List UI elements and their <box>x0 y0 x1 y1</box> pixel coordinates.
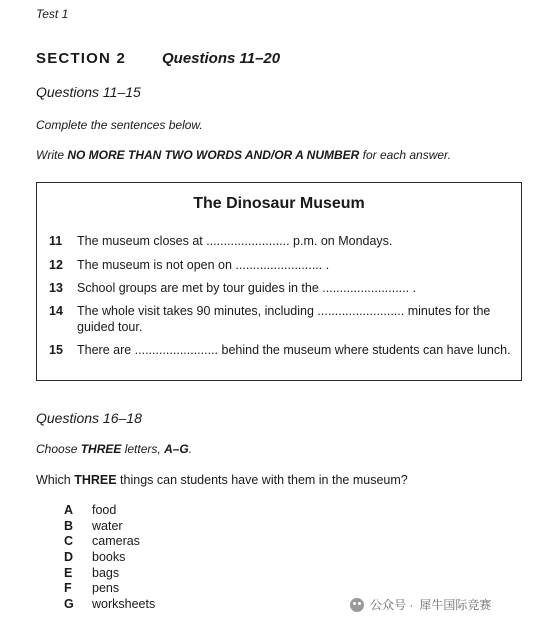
option-letter: G <box>64 597 74 612</box>
word-limit-suffix: for each answer. <box>359 148 451 162</box>
option-text: worksheets <box>92 597 156 612</box>
question-text: The whole visit takes 90 minutes, including ......................... minutes for the guided tour. <box>77 304 491 334</box>
watermark-account: 犀牛国际竞赛 <box>419 598 492 612</box>
part2-question <box>36 473 408 487</box>
question-number: 15 <box>49 343 63 357</box>
question-text: School groups are met by tour guides in the ......................... . <box>77 281 417 295</box>
question-text: The museum closes at ........................ p.m. on Mondays. <box>77 234 393 248</box>
sentence-completion-box <box>36 182 522 381</box>
section-questions: Questions 11–20 <box>162 50 281 67</box>
question-number: 11 <box>49 234 63 248</box>
option-letter: E <box>64 565 73 580</box>
option-text: pens <box>92 581 120 596</box>
choose-prefix: Choose <box>36 442 81 456</box>
option-letter: F <box>64 581 72 596</box>
part1-instruction: Complete the sentences below. <box>36 118 203 132</box>
choose-mid: letters, <box>121 442 165 456</box>
part2-heading: Questions 16–18 <box>36 410 142 426</box>
option-letter: A <box>64 503 74 517</box>
watermark-platform: 公众号 · <box>370 598 414 612</box>
section-label: SECTION 2 <box>36 50 126 67</box>
option-letter: C <box>64 534 74 549</box>
option-text: books <box>92 550 126 565</box>
word-limit-bold: NO MORE THAN TWO WORDS AND/OR A NUMBER <box>67 148 360 162</box>
question-number: 12 <box>49 258 63 272</box>
word-limit-instruction <box>36 148 451 162</box>
question-prefix: Which <box>36 473 75 487</box>
word-limit-prefix: Write <box>36 148 68 162</box>
question-text: The museum is not open on ......................... . <box>77 258 330 272</box>
choose-instruction <box>36 442 192 456</box>
question-number: 14 <box>49 304 63 318</box>
option-text: food <box>92 503 117 517</box>
box-title: The Dinosaur Museum <box>193 195 365 212</box>
part1-heading: Questions 11–15 <box>36 84 141 100</box>
choose-range: A–G <box>164 442 189 456</box>
wechat-icon <box>350 598 364 612</box>
choose-bold: THREE <box>80 442 122 456</box>
option-letter: D <box>64 550 74 565</box>
test-label: Test 1 <box>36 7 69 21</box>
option-text: cameras <box>92 534 140 549</box>
option-text: bags <box>92 565 120 580</box>
option-text: water <box>92 518 123 533</box>
watermark <box>350 596 491 613</box>
question-number: 13 <box>49 281 63 295</box>
option-letter: B <box>64 518 74 533</box>
question-suffix: things can students have with them in the museum? <box>116 473 408 487</box>
question-text: There are ........................ behind the museum where students can have lunch. <box>77 343 511 357</box>
choose-suffix: . <box>188 442 193 456</box>
question-bold: THREE <box>74 473 117 487</box>
